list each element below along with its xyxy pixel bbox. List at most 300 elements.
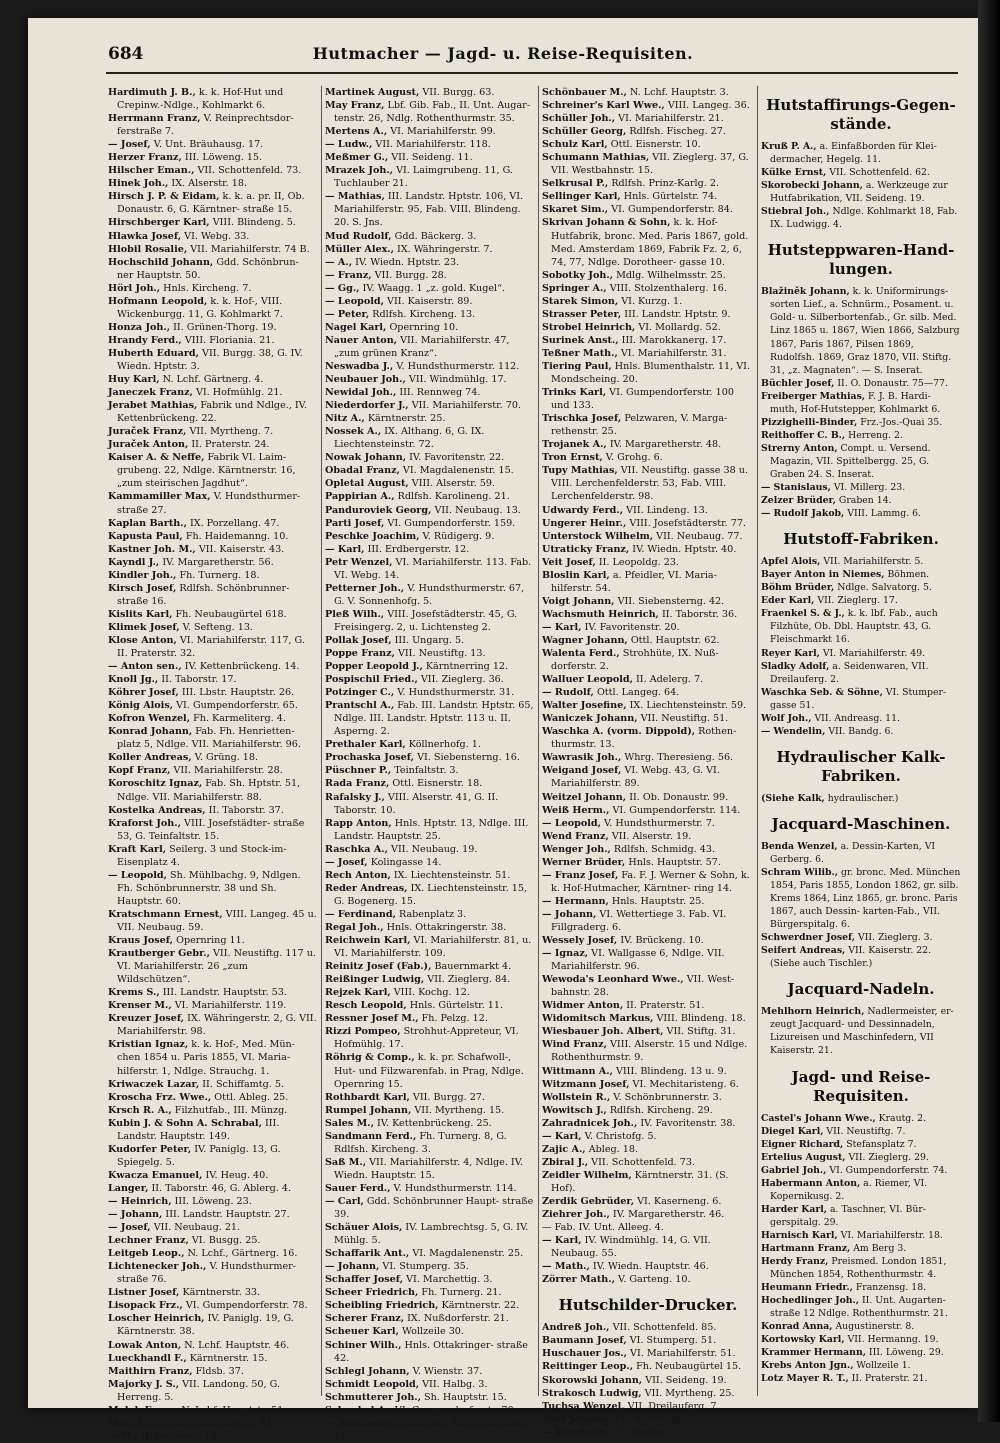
directory-entry: Böhm Brüder, Ndlge. Salvatorg. 5. (761, 582, 932, 594)
entry-name: Sobotky Joh., (542, 269, 614, 281)
directory-entry: Lowak Anton, N. Lchf. Hauptstr. 46. (108, 1339, 290, 1351)
entry-name: Resch Leopold, (325, 1000, 407, 1012)
directory-entry: — Johann, VI. Wettertiege 3. Fab. VI. Fillgraderg. 6. (542, 908, 727, 933)
directory-entry: Hochschild Johann, Gdd. Schönbrun- ner Hauptstr. 50. (108, 256, 299, 281)
entry-name: Rizzi Pompeo, (325, 1026, 401, 1038)
entry-name: Reißinger Ludwig, (325, 974, 425, 986)
entry-name: Strobel Heinrich, (542, 321, 636, 333)
directory-entry: Nitz A., Kärntnerstr. 25. (325, 413, 446, 425)
entry-name: Voigt Johann, (542, 595, 615, 607)
directory-entry: Petr Wenzel, VI. Mariahilferstr. 113. Fab. VI. Webg. 14. (325, 556, 532, 581)
entry-name: Pollak Josef, (325, 634, 392, 646)
entry-name: Wollstein R., (542, 1091, 611, 1103)
entry-name: Weigand Josef, (542, 765, 622, 777)
directory-entry: — Ludw., VII. Mariahilferstr. 118. (325, 139, 491, 151)
directory-entry: Scheuer Karl, Wollzeile 30. (325, 1326, 464, 1338)
entry-name: Neubauer Joh., (325, 374, 406, 386)
directory-entry: Reder Andreas, IX. Liechtensteinstr. 15, G. Bogenerg. 15. (325, 882, 528, 907)
entry-name: Zeidler Wilhelm, (542, 1169, 632, 1181)
directory-entry: Resch Leopold, Hnls. Gürtelstr. 11. (325, 1000, 504, 1012)
entry-name: Hrandy Ferd., (108, 334, 182, 346)
directory-entry: Kreuzer Josef, IX. Währingerstr. 2, G. VII. Mariahilferstr. 98. (108, 1013, 317, 1038)
directory-entry: Kratschmann Ernest, VIII. Langeg. 45 u. VII. Neubaug. 59. (108, 908, 317, 933)
directory-entry: — Karl, IV. Windmühlg. 14, G. VII. Neubaug. 55. (542, 1235, 711, 1260)
entry-name: Sandmann Ferd., (325, 1130, 417, 1142)
entry-name: Andreß Joh., (542, 1322, 610, 1334)
directory-entry: Stiebral Joh., Ndlge. Kohlmarkt 18, Fab. IX. Ludwigg. 4. (761, 206, 958, 231)
directory-entry: Bloslin Karl, a. Pfeidler, VI. Maria- hilferstr. 54. (542, 569, 717, 594)
entry-name: Janeczek Franz, (108, 387, 193, 399)
entry-name: Regal Joh., (325, 922, 384, 933)
entry-name: Schmutterer Joh., (325, 1391, 421, 1403)
entry-name: Kislits Karl, (108, 608, 173, 620)
entry-name: Rejzek Karl, (325, 987, 391, 999)
entry-name: Hofmann Leopold, (108, 295, 208, 307)
entry-name: Mehlhorn Heinrich, (761, 1006, 865, 1018)
entry-name: Kortowsky Karl, (761, 1334, 845, 1346)
entry-name: Scherer Franz, (325, 1313, 405, 1325)
directory-entry: Janeczek Franz, VI. Hofmühlg. 21. (108, 387, 283, 399)
directory-entry: Waschka A. (vorm. Dippold), Rothen- thurmstr. 13. (542, 726, 737, 751)
entry-name: Witzmann Josef, (542, 1078, 630, 1090)
directory-entry: — Mathias, III. Landstr. Hptstr. 106, VI. Mariahilferstr. 95, Fab. VIII. Blindeng. 20. S. Jns. (325, 191, 524, 229)
directory-entry: — Franz, VII. Burgg. 28. (325, 269, 447, 281)
entry-name: Benda Wenzel, (761, 840, 838, 852)
directory-entry: Veit Josef, II. Leopoldg. 23. (542, 556, 679, 568)
entry-name: Stiebral Joh., (761, 206, 830, 218)
entry-name: — Ignaz, (542, 948, 589, 960)
entry-name: Hochedlinger Joh., (761, 1295, 860, 1307)
directory-entry: Seifert Andreas, VII. Kaiserstr. 22. (Siehe auch Tischler.) (761, 945, 932, 970)
directory-entry: Hochedlinger Joh., II. Unt. Augarten- straße 12 Ndlge. Rothenthurmstr. 21. (761, 1295, 948, 1320)
directory-entry: Harnisch Karl, VI. Mariahilferstr. 18. (761, 1229, 943, 1241)
entry-name: Röhrig & Comp., (325, 1052, 415, 1064)
directory-entry: Tiering Paul, Hnls. Blumenthalstr. 11, VI. Mondscheing. 20. (542, 360, 750, 386)
entry-name: Hlawka Josef, (108, 230, 182, 242)
directory-entry: Mrazek Joh., VI. Laimgrubeng. 11, G. Tuchlauber 21. (325, 165, 513, 190)
directory-entry: Zahradnicek Joh., IV. Favoritenstr. 38. (542, 1117, 736, 1129)
entry-name: Weiß Herm., (542, 804, 610, 816)
directory-entry: Koller Andreas, V. Grüng. 18. (108, 752, 259, 764)
entry-name: Schulz Karl, (542, 139, 608, 151)
directory-entry: Schiner Wilh., Hnls. Ottakringer- straße 42. (325, 1339, 528, 1364)
directory-entry: Waschka Seb. & Söhne, VI. Stumper- gasse 51. (761, 686, 947, 711)
entry-name: Nossek A., (325, 426, 382, 438)
entry-name: Heumann Friedr., (761, 1282, 853, 1294)
directory-entry: Schaffer Josef, VI. Marchettig. 3. (325, 1274, 493, 1286)
entry-name: Prochaska Josef, (325, 752, 415, 764)
directory-entry: Maithirn Franz, Fldsb. 37. (108, 1365, 244, 1377)
directory-entry: Widmer Anton, II. Praterstr. 51. (542, 1000, 705, 1012)
directory-entry: Tuchsa Wenzel, VII. Dreilauferg. 7. (542, 1400, 720, 1412)
entry-name: Herdy Franz, (761, 1256, 829, 1268)
section-heading: Jagd- und Reise-Requisiten. (791, 1067, 931, 1105)
entry-name: Schram Wilib., (761, 866, 838, 878)
directory-entry: Selkrusal P., Rdlfsh. Prinz-Karlg. 2. (542, 178, 720, 190)
entry-name: Mrazek Joh., (325, 165, 394, 177)
entry-name: Utraticky Franz, (542, 543, 630, 555)
directory-entry: Büchler Josef, II. O. Donaustr. 75—77. (761, 377, 948, 389)
directory-entry: Schüller Georg, Rdlfsh. Fischeg. 27. (542, 126, 726, 138)
directory-entry: Herrmann Franz, V. Reinprechtsdor- ferstraße 7. (108, 113, 294, 138)
directory-entry: Ziehrer Joh., IV. Margaretherstr. 46. (542, 1209, 725, 1221)
directory-entry: — Karl, III. Erdbergerstr. 12. (325, 543, 470, 555)
directory-entry: Sandmann Ferd., Fh. Turnerg. 8, G. Rdlfsh. Kircheng. 3. (325, 1130, 507, 1155)
directory-entry: May Franz, Lbf. Gib. Fab., II. Unt. Augar- tenstr. 26, Ndlg. Rothenthurmstr. 35. (325, 100, 530, 125)
directory-entry: Voigt Johann, VII. Siebensterng. 42. (542, 595, 725, 607)
entry-name: Büchler Josef, (761, 377, 835, 389)
directory-entry: Reithoffer C. B., Herreng. 2. (761, 429, 903, 441)
directory-entry: Prantschl A., Fab. III. Landstr. Hptstr. 65, Ndlge. III. Landstr. Hptstr. 113 u. II. Asperng. 2. (325, 700, 534, 738)
entry-name: Kubin J. & Sohn A. Schrabal, (108, 1117, 262, 1129)
directory-entry: Nagel Karl, Opernring 10. (325, 321, 459, 333)
entry-name: Kraft Karl, (108, 843, 167, 855)
entry-name: Schönbauer M., (542, 87, 627, 98)
entry-name: Selkrusal P., (542, 178, 609, 190)
entry-name: — Karl, (542, 621, 582, 633)
directory-entry: Hlawka Josef, VI. Webg. 33. (108, 230, 250, 242)
directory-entry: Rafalsky J., VIII. Alserstr. 41, G. II. Taborstr. 10. (325, 791, 499, 816)
directory-entry: Sales M., IV. Kettenbrückeng. 25. (325, 1117, 492, 1129)
directory-entry: Neubauer Joh., VII. Windmühlg. 17. (325, 374, 507, 386)
entry-name: — Ferdinand, (325, 908, 396, 920)
entry-name: Kofron Wenzel, (108, 713, 191, 725)
directory-entry: Majorky J. S., VII. Landong. 50, G. Herreng. 5. (108, 1378, 281, 1403)
directory-entry: Reyer Karl, VI. Mariahilferstr. 49. (761, 647, 926, 659)
entry-name: Wachsmuth Heinrich, (542, 608, 659, 620)
directory-entry: Lichtenecker Joh., V. Hundsthurmer- straße 76. (108, 1261, 296, 1286)
entry-name: — Johann, (542, 908, 597, 920)
directory-entry: Schäuer Alois, IV. Lambrechtsg. 5, G. IV. Mühlg. 5. (325, 1222, 529, 1247)
entry-name: Wolf Joh., (761, 712, 812, 724)
directory-entry: Starek Simon, VI. Kurzg. 1. (542, 295, 683, 307)
entry-name: Ressner Josef M., (325, 1013, 419, 1025)
entry-name: Schumann Mathias, (542, 152, 650, 164)
entry-name: Pizzighelli-Binder, (761, 416, 858, 428)
directory-entry: Harder Karl, a. Taschner, VI. Bür- gerspitalg. 29. (761, 1203, 926, 1228)
directory-entry: Schüller Joh., VI. Mariahilferstr. 21. (542, 113, 724, 125)
directory-entry: Kortowsky Karl, VII. Hermanng. 19. (761, 1334, 939, 1346)
entry-name: Tron Ernst, (542, 452, 603, 464)
directory-entry: Lisopack Frz., VI. Gumpendorferstr. 78. (108, 1300, 308, 1312)
directory-entry: Ungerer Heinr., VIII. Josefstädterstr. 77. (542, 517, 747, 529)
entry-name: — Wendelin, (542, 1426, 609, 1438)
entry-name: Ziehrer Joh., (542, 1209, 610, 1221)
entry-name: Listner Josef, (108, 1287, 180, 1299)
entry-name: Hlobil Rosalie, (108, 243, 188, 255)
entry-name: Kraus Josef, (108, 935, 174, 947)
directory-entry: — A., IV. Wiedn. Hptstr. 23. (325, 256, 460, 268)
entry-name: Lechner Franz, (108, 1235, 189, 1247)
directory-entry: Krems S., III. Landstr. Hauptstr. 53. (108, 987, 287, 999)
entry-name: Hartmann Franz, (761, 1243, 851, 1254)
entry-name: Schnabel A., (325, 1404, 392, 1416)
entry-name: Walter Josefine, (542, 700, 627, 712)
entry-name: — Karl, (542, 1130, 582, 1142)
entry-name: Walenta Ferd., (542, 648, 620, 660)
entry-name: Schaffer Josef, (325, 1274, 404, 1286)
directory-entry: Kirsch Josef, Rdlfsh. Schönbrunner- straße 16. (108, 582, 290, 607)
directory-entry: Kopf Franz, VII. Mariahilferstr. 28. (108, 765, 283, 777)
entry-name: Trinks Karl, (542, 387, 607, 399)
directory-entry: — Alexander, Seitzhütte, VIII. Piaristeng. 41. (325, 1417, 531, 1442)
directory-entry: Huy Karl, N. Lchf. Gärtnerg. 4. (108, 374, 264, 386)
directory-entry: — Hermann, Hnls. Hauptstr. 25. (542, 895, 705, 907)
entry-name: Blažiněk Johann, (761, 286, 850, 298)
directory-entry: Skaret Sim., VI. Gumpendorferstr. 84. (542, 204, 733, 216)
entry-name: Newidal Joh., (325, 387, 397, 399)
page-number: 684 (108, 44, 144, 64)
scan-edge (978, 0, 1000, 1422)
entry-name: Harnisch Karl, (761, 1229, 838, 1241)
entry-name: Kristian Ignaz, (108, 1039, 189, 1051)
entry-name: Wolf Johann, (542, 1413, 611, 1425)
entry-name: Kwacza Emanuel, (108, 1169, 203, 1181)
entry-name: Bayer Anton in Niemes, (761, 569, 885, 581)
entry-name: Eder Karl, (761, 595, 815, 607)
directory-entry: Kubin J. & Sohn A. Schrabal, III. Landstr. Hauptstr. 149. (108, 1117, 280, 1142)
directory-entry: Kapusta Paul, Fh. Haidemanng. 10. (108, 530, 289, 542)
entry-name: Wagner Johann, (542, 634, 628, 646)
directory-entry: König Alois, VI. Gumpendorferstr. 65. (108, 700, 298, 712)
directory-entry: — Leopold, VII. Kaiserstr. 89. (325, 295, 473, 307)
directory-entry: Köhrer Josef, III. Lbstr. Hauptstr. 26. (108, 687, 295, 699)
entry-name: Waschka A. (vorm. Dippold), (542, 726, 696, 738)
directory-entry: Wittmann A., VIII. Blindeng. 13 u. 9. (542, 1065, 727, 1077)
directory-entry: Rada Franz, Ottl. Eisnerstr. 18. (325, 778, 483, 790)
directory-entry: Krammer Hermann, III. Löweng. 29. (761, 1347, 944, 1359)
directory-entry: — Josef, Kolingasse 14. (325, 856, 442, 868)
entry-name: — Alexander, (325, 1417, 395, 1429)
entry-name: Strasser Peter, (542, 308, 622, 320)
directory-entry: Panduroviek Georg, VII. Neubaug. 13. (325, 504, 521, 516)
directory-entry: Tron Ernst, V. Grohg. 6. (542, 452, 663, 464)
entry-name: Knoll Jg., (108, 674, 159, 686)
directory-entry: Pospischil Fried., VII. Zieglerg. 36. (325, 674, 504, 686)
directory-entry: Wachsmuth Heinrich, II. Taborstr. 36. (542, 608, 738, 620)
directory-entry: Huschauer Jos., VI. Mariahilferstr. 51. (542, 1348, 736, 1360)
directory-entry: Kraus Josef, Opernring 11. (108, 935, 245, 947)
entry-name: Bloslin Karl, (542, 569, 610, 581)
entry-name: Rech Anton, (325, 869, 391, 881)
directory-entry: Blažiněk Johann, k. k. Uniformirungs- sorten Lief., a. Schnürm., Posament. u. Gold- u. Silberbortenfab., Gr. silb. Med. Linz 1865 u. 1867, Wien 1866, Salzburg 1867, Paris 1867, Pilsen 1869, Rudolfsh. 1869, Graz 1870, VII. Stiftg. 31, „z. Magnaten“. — S. Inserat. (761, 286, 960, 376)
directory-entry: Witzmann Josef, VI. Mechitaristeng. 6. (542, 1078, 739, 1090)
entry-name: — Karl, (325, 543, 365, 555)
entry-name: Reithoffer C. B., (761, 429, 846, 441)
directory-entry: Neswadba J., V. Hundsthurmerstr. 112. (325, 360, 520, 372)
entry-name: — A., (325, 256, 353, 268)
entry-name: Hilscher Eman., (108, 165, 195, 177)
directory-entry: Koroschitz Ignaz, Fab. Sh. Hptstr. 51, Ndlge. VII. Mariahilferstr. 88. (108, 778, 301, 803)
entry-name: — Gg., (325, 282, 360, 294)
directory-entry: Külke Ernst, VII. Schottenfeld. 62. (761, 167, 930, 179)
directory-entry: Rech Anton, IX. Liechtensteinstr. 51. (325, 869, 511, 881)
directory-entry: Strobel Heinrich, VI. Mollardg. 52. (542, 321, 721, 333)
entry-name: Herzer Franz, (108, 152, 182, 164)
directory-entry: Schönbauer M., N. Lchf. Hauptstr. 3. (542, 87, 729, 98)
entry-name: Langer, (108, 1182, 149, 1194)
directory-entry: Rejzek Karl, VIII. Kochg. 12. (325, 987, 470, 999)
entry-name: Leitgeb Leop., (108, 1248, 185, 1260)
directory-entry: — Leopold, Sh. Mühlbachg. 9, Ndlgen. Fh. Schönbrunnerstr. 38 und Sh. Hauptstr. 60. (108, 869, 301, 907)
entry-name: Wittmann A., (542, 1065, 613, 1077)
directory-entry: Wowitsch J., Rdlfsh. Kircheng. 29. (542, 1104, 713, 1116)
entry-name: Külke Ernst, (761, 167, 827, 179)
entry-name: Maly Jg., (108, 1417, 156, 1429)
entry-name: Surinek Anst., (542, 334, 619, 346)
entry-name: Lotz Mayer R. T., (761, 1373, 849, 1385)
directory-entry: Martinek August, VII. Burgg. 63. (325, 87, 495, 98)
directory-entry: Poppe Franz, VII. Neustiftg. 13. (325, 648, 486, 660)
directory-entry: Schulz Karl, Ottl. Eisnerstr. 10. (542, 139, 701, 151)
entry-name: Reyer Karl, (761, 647, 820, 659)
entry-name: Hörl Joh., (108, 282, 161, 294)
column-divider (538, 86, 539, 1396)
entry-name: Reittinger Leop., (542, 1361, 634, 1373)
entry-name: May Franz, (325, 100, 385, 112)
directory-entry: Petterner Joh., V. Hundsthurmerstr. 67, G. V. Sonnenhofg. 5. (325, 582, 525, 607)
entry-name: Kayndl J., (108, 556, 160, 568)
entry-name: Niederdorfer J., (325, 400, 409, 412)
entry-name: — Hermann, (542, 895, 609, 907)
section-heading: Jacquard-Nadeln. (787, 980, 935, 999)
entry-name: Kopf Franz, (108, 765, 171, 777)
entry-name: Majorky J. S., (108, 1378, 180, 1390)
entry-name: Kroscha Frz. Wwe., (108, 1091, 212, 1103)
entry-name: Reder Andreas, (325, 882, 408, 894)
directory-entry: Schumann Mathias, VII. Zieglerg. 37, G. VII. Westbahnstr. 15. (542, 152, 749, 177)
entry-name: Springer A., (542, 282, 607, 294)
directory-entry: Knoll Jg., II. Taborstr. 17. (108, 674, 237, 686)
entry-name: Wessely Josef, (542, 935, 618, 947)
entry-name: Wind Franz, (542, 1039, 607, 1051)
directory-entry: Kwacza Emanuel, IV. Heug. 40. (108, 1169, 269, 1181)
directory-entry: Springer A., VIII. Stolzenthalerg. 16. (542, 282, 727, 294)
directory-entry: Mud Rudolf, Gdd. Bäckerg. 3. (325, 230, 477, 242)
entry-name: Prantschl A., (325, 700, 395, 712)
entry-name: König Alois, (108, 700, 174, 712)
directory-entry: Skrivan Johann & Sohn, k. k. Hof- Hutfabrik, bronc. Med. Paris 1867, gold. Med. Amsterdam 1869, Fabrik Fz. 2, 6, 74, 77, Ndlge. Dorotheer- gasse 10. (542, 217, 749, 268)
directory-entry: Hinek Joh., IX. Alserstr. 18. (108, 178, 247, 190)
entry-name: Schiner Wilh., (325, 1339, 402, 1351)
entry-name: Scheer Friedrich, (325, 1287, 419, 1299)
directory-entry: Skorobecki Johann, a. Werkzeuge zur Hutfabrikation, VII. Seideng. 19. (761, 180, 948, 205)
entry-name: Potzinger C., (325, 687, 395, 699)
directory-entry: Surinek Anst., III. Marokkanerg. 17. (542, 334, 727, 346)
entry-name: Strakosch Ludwig, (542, 1387, 642, 1399)
directory-entry: — M., II. Praterstr. 14. (108, 1430, 220, 1442)
directory-entry: Unterstock Wilhelm, VII. Neubaug. 77. (542, 530, 743, 542)
directory-entry: Pollak Josef, III. Ungarg. 5. (325, 634, 465, 646)
directory-entry: Schaffarik Ant., VI. Magdalenenstr. 25. (325, 1248, 524, 1260)
directory-entry: Jerabet Mathias, Fabrik und Ndlge., IV. Kettenbrückeng. 22. (108, 400, 307, 425)
directory-entry: Klimek Josef, V. Sefteng. 13. (108, 621, 253, 633)
entry-name: — Josef, (108, 1222, 151, 1234)
entry-name: Apfel Alois, (761, 556, 821, 568)
entry-name: Freiberger Mathias, (761, 390, 866, 402)
directory-entry: Kofron Wenzel, Fh. Karmeliterg. 4. (108, 713, 286, 725)
directory-entry: Kruß P. A., a. Einfaßborden für Klei- dermacher, Hegelg. 11. (761, 141, 937, 166)
entry-name: Scheibling Friedrich, (325, 1300, 439, 1312)
directory-entry: Trinks Karl, VI. Gumpendorferstr. 100 und 133. (542, 387, 734, 412)
directory-entry: Rapp Anton, Hnls. Hptstr. 13, Ndlge. III. Landstr. Hauptstr. 25. (325, 817, 529, 842)
directory-entry: Wawrasik Joh., Whrg. Theresieng. 56. (542, 752, 734, 764)
entry-name: Schreiner's Karl Wwe., (542, 100, 665, 112)
directory-entry: — Ferdinand, Rabenplatz 3. (325, 908, 467, 920)
entry-name: (Siehe Kalk, (761, 792, 825, 804)
entry-name: Klose Anton, (108, 634, 177, 646)
entry-name: — Leopold, (325, 295, 384, 307)
entry-name: Habermann Anton, (761, 1177, 861, 1189)
entry-name: Lowak Anton, (108, 1339, 182, 1351)
entry-name: Tuchsa Wenzel, (542, 1400, 625, 1412)
directory-entry: Hrandy Ferd., VIII. Floriania. 21. (108, 334, 275, 346)
entry-name: Juraček Anton, (108, 439, 189, 451)
entry-name: Widmer Anton, (542, 1000, 624, 1012)
directory-entry: Kroscha Frz. Wwe., Ottl. Ableg. 25. (108, 1091, 289, 1103)
section-heading: Hydraulischer Kalk-Fabriken. (776, 747, 946, 785)
directory-entry: Sladky Adolf, a. Seidenwaren, VII. Dreilauferg. 2. (761, 660, 929, 685)
directory-entry: Krsch R. A., Filzhutfab., III. Münzg. (108, 1104, 288, 1116)
directory-entry: Herzer Franz, III. Löweng. 15. (108, 152, 263, 164)
entry-name: — Mathias, (325, 191, 385, 203)
entry-name: Panduroviek Georg, (325, 504, 432, 516)
entry-name: Reinitz Josef (Fab.), (325, 961, 432, 973)
header-rule (106, 72, 958, 74)
directory-entry: Bayer Anton in Niemes, Böhmen. (761, 569, 930, 581)
directory-entry: Peschke Joachim, V. Rüdigerg. 9. (325, 530, 495, 542)
directory-page (28, 18, 978, 1442)
entry-name: Rothbardt Karl, (325, 1091, 410, 1103)
directory-entry: Kammamiller Max, V. Hundsthurmer- straße 27. (108, 491, 301, 516)
entry-name: Malek Franz, (108, 1404, 179, 1416)
entry-name: Eigner Richard, (761, 1138, 844, 1150)
entry-name: Neswadba J., (325, 360, 394, 372)
directory-entry: — Rudolf Jakob, VIII. Lammg. 6. (761, 508, 921, 520)
entry-name: Schlegl Johann, (325, 1365, 410, 1377)
entry-name: — Wendelin, (761, 725, 826, 737)
directory-entry: — Wendelin, VII. Bandg. 6. (542, 1426, 679, 1438)
directory-entry: Zajic A., Ableg. 18. (542, 1143, 639, 1155)
entry-name: Werner Brüder, (542, 856, 626, 868)
directory-entry: Rumpel Johann, VII. Myrtheng. 15. (325, 1104, 505, 1116)
entry-name: Kriwaczek Lazar, (108, 1078, 200, 1090)
directory-entry: Pizzighelli-Binder, Frz.-Jos.-Quai 35. (761, 416, 943, 428)
section-heading: Hutstoff-Fabriken. (783, 530, 939, 549)
entry-name: Peschke Joachim, (325, 530, 420, 542)
entry-name: Schwerdner Josef, (761, 932, 856, 944)
directory-entry: Schwerdner Josef, VII. Zieglerg. 3. (761, 932, 933, 944)
entry-name: Rada Franz, (325, 778, 390, 790)
entry-name: Loscher Heinrich, (108, 1313, 205, 1325)
directory-entry: — Gg., IV. Waagg. 1 „z. gold. Kugel“. (325, 282, 506, 294)
entry-name: — Peter, (325, 308, 370, 320)
directory-entry: Püschner P., Teinfaltstr. 3. (325, 765, 459, 777)
directory-entry: Wind Franz, VIII. Alserstr. 15 und Ndlge. Rothenthurmstr. 9. (542, 1039, 748, 1064)
entry-name: Krebs Anton Jgn., (761, 1360, 854, 1372)
entry-name: Kaplan Barth., (108, 517, 187, 529)
directory-entry: Rothbardt Karl, VII. Burgg. 27. (325, 1091, 485, 1103)
directory-entry: Leitgeb Leop., N. Lchf., Gärtnerg. 16. (108, 1248, 298, 1260)
entry-name: Koller Andreas, (108, 752, 192, 764)
directory-entry: Werner Brüder, Hnls. Hauptstr. 57. (542, 856, 721, 868)
entry-name: Tiering Paul, (542, 360, 612, 372)
directory-entry: Loscher Heinrich, IV. Paniglg. 19, G. Kärntnerstr. 38. (108, 1313, 294, 1338)
directory-entry: Widomitsch Markus, VIII. Blindeng. 18. (542, 1013, 746, 1025)
directory-entry: Wend Franz, VII. Alserstr. 19. (542, 830, 692, 842)
directory-entry: Kaplan Barth., IX. Porzellang. 47. (108, 517, 280, 529)
entry-name: — Leopold, (542, 817, 601, 829)
